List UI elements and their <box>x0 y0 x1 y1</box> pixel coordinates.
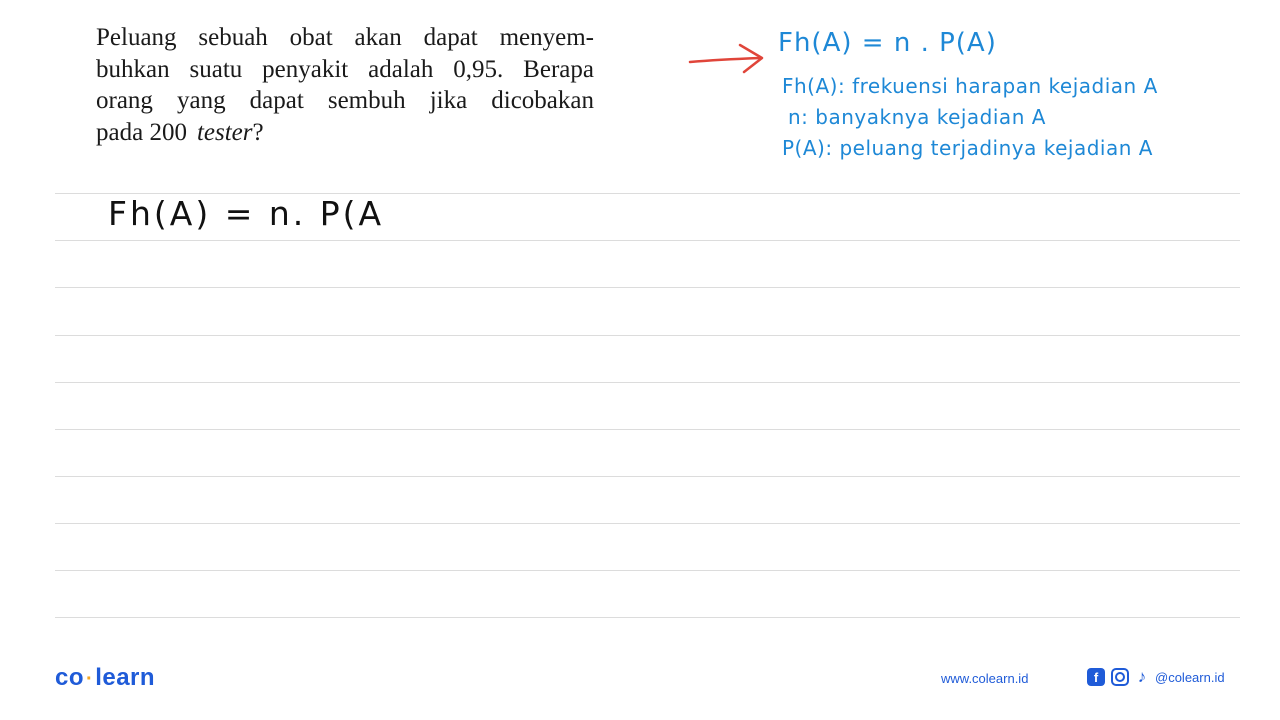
ruled-line <box>55 335 1240 336</box>
word: yang <box>176 87 226 114</box>
question-line-3 <box>96 85 594 117</box>
word: menyem- <box>499 24 594 51</box>
facebook-icon: f <box>1087 668 1105 686</box>
ruled-line <box>55 617 1240 618</box>
word: Berapa <box>523 55 594 83</box>
word: dicobakan <box>491 87 594 114</box>
ruled-line <box>55 476 1240 477</box>
question-text <box>96 22 594 148</box>
word: penyakit <box>262 55 349 83</box>
question-suffix: ? <box>252 118 264 146</box>
social-links <box>1087 668 1225 686</box>
logo-dot-icon: · <box>86 668 94 690</box>
formula-black: Fh(A) = n. P(A <box>108 194 385 233</box>
definition-fh: Fh(A): frekuensi harapan kejadian A <box>782 74 1158 98</box>
logo-learn: learn <box>95 664 156 691</box>
red-arrow-icon <box>688 42 768 76</box>
word: 0,95. <box>453 55 504 83</box>
tiktok-icon: ♪ <box>1137 667 1147 686</box>
formula-blue: Fh(A) = n . P(A) <box>778 28 997 58</box>
logo-co: co <box>55 664 85 691</box>
word: orang <box>96 87 153 114</box>
website-url: www.colearn.id <box>941 671 1029 686</box>
word: Peluang <box>96 24 177 51</box>
instagram-icon <box>1111 668 1129 686</box>
question-line-2 <box>96 54 594 86</box>
word: jika <box>429 87 468 114</box>
question-italic: tester <box>196 118 253 146</box>
ruled-line <box>55 523 1240 524</box>
ruled-line <box>55 570 1240 571</box>
social-handle: @colearn.id <box>1155 669 1225 685</box>
word: buhkan <box>96 55 170 83</box>
ruled-line <box>55 429 1240 430</box>
colearn-logo <box>55 664 155 692</box>
word: sebuah <box>198 24 268 51</box>
question-prefix: pada 200 <box>96 118 187 146</box>
ruled-line <box>55 240 1240 241</box>
definition-n: n: banyaknya kejadian A <box>788 105 1046 129</box>
word: dapat <box>423 24 478 51</box>
word: sembuh <box>327 87 406 114</box>
word: obat <box>289 24 333 51</box>
definition-pa: P(A): peluang terjadinya kejadian A <box>782 136 1153 160</box>
word: adalah <box>368 55 434 83</box>
question-line-4 <box>96 117 594 149</box>
word: suatu <box>189 55 243 83</box>
question-line-1 <box>96 22 594 54</box>
ruled-line <box>55 382 1240 383</box>
word: akan <box>354 24 402 51</box>
ruled-line <box>55 287 1240 288</box>
word: dapat <box>249 87 304 114</box>
